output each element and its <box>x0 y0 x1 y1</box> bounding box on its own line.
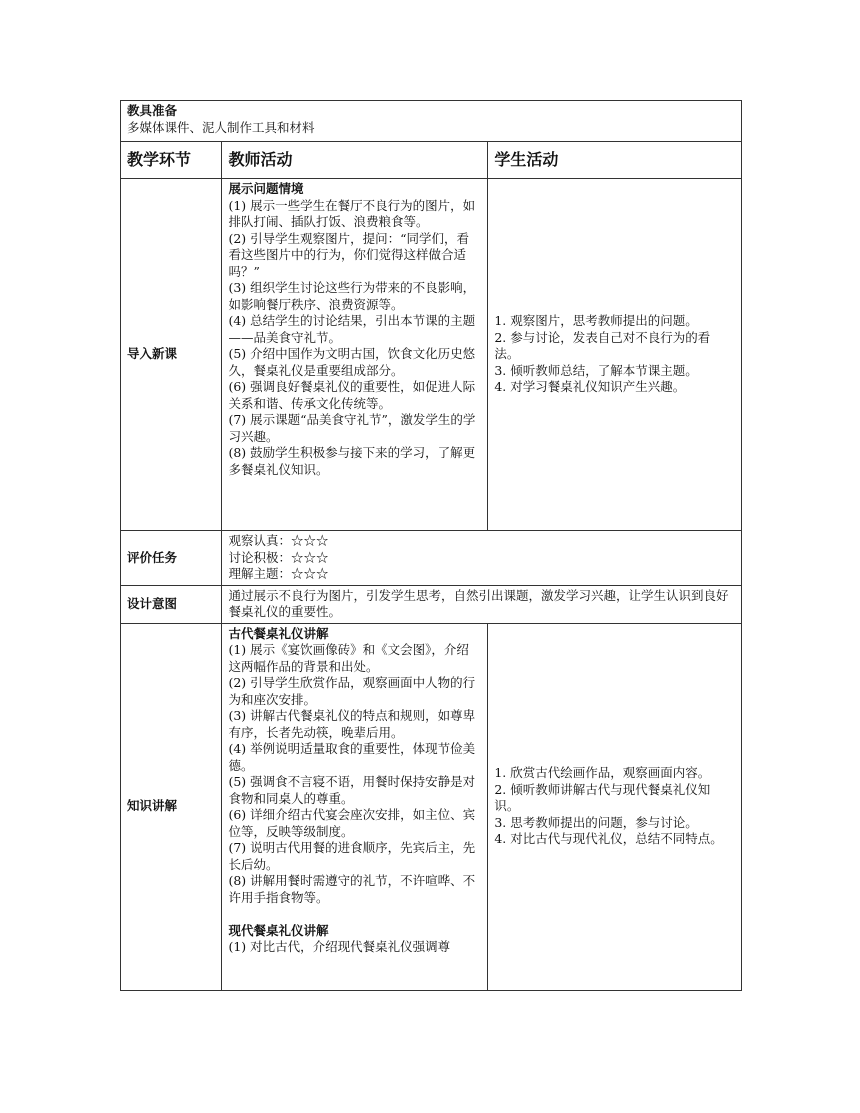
header-teacher-activity: 教师活动 <box>222 142 488 179</box>
teaching-aids-title: 教具准备 <box>127 103 178 118</box>
modern-title: 现代餐桌礼仪讲解 <box>228 922 329 938</box>
ancient-item: (7) 说明古代用餐的进食顺序，先宾后主，先长后幼。 <box>228 840 476 872</box>
teaching-aids-section <box>120 100 742 141</box>
knowledge-student-item: 2. 倾听教师讲解古代与现代餐桌礼仪知识。 <box>494 781 711 814</box>
ancient-item: (1) 展示《宴饮画像砖》和《文会图》，介绍这两幅作品的背景和出处。 <box>228 642 469 674</box>
lesson-table <box>120 141 742 991</box>
intro-teacher-item: (7) 展示课题“品美食守礼节”，激发学生的学习兴趣。 <box>228 412 476 444</box>
evaluation-item: 理解主题：☆☆☆ <box>228 566 329 581</box>
intro-student-item: 3. 倾听教师总结，了解本节课主题。 <box>494 362 698 378</box>
table-header-row <box>121 142 742 179</box>
intro-teacher-title: 展示问题情境 <box>228 181 304 196</box>
knowledge-row <box>121 623 742 990</box>
ancient-title: 古代餐桌礼仪讲解 <box>228 625 329 641</box>
knowledge-student-item: 1. 欣赏古代绘画作品，观察画面内容。 <box>494 765 711 781</box>
header-student-activity: 学生活动 <box>488 142 742 179</box>
intro-teacher-item: (2) 引导学生观察图片，提问：“同学们，看看这些图片中的行为，你们觉得这样做合适吗？” <box>228 230 470 279</box>
intro-teacher-item: (6) 强调良好餐桌礼仪的重要性，如促进人际关系和谐、传承文化传统等。 <box>228 379 476 411</box>
ancient-item: (3) 讲解古代餐桌礼仪的特点和规则，如尊卑有序，长者先动筷，晚辈后用。 <box>228 708 476 740</box>
intro-student-cell <box>488 179 742 531</box>
lesson-plan-document <box>120 100 742 991</box>
intro-teacher-cell <box>222 179 488 531</box>
intro-student-item: 2. 参与讨论，发表自己对不良行为的看法。 <box>494 329 711 362</box>
knowledge-student-cell <box>488 623 742 990</box>
design-label: 设计意图 <box>121 585 222 623</box>
evaluation-cell <box>222 531 742 586</box>
header-stage: 教学环节 <box>121 142 222 179</box>
evaluation-label: 评价任务 <box>121 531 222 586</box>
evaluation-item: 讨论积极：☆☆☆ <box>228 549 329 565</box>
intro-student-item: 4. 对学习餐桌礼仪知识产生兴趣。 <box>494 379 686 395</box>
design-row <box>121 585 742 623</box>
evaluation-item: 观察认真：☆☆☆ <box>228 533 329 548</box>
knowledge-student-item: 3. 思考教师提出的问题，参与讨论。 <box>494 814 698 830</box>
intro-teacher-item: (5) 介绍中国作为文明古国，饮食文化历史悠久，餐桌礼仪是重要组成部分。 <box>228 346 476 378</box>
intro-student-item: 1. 观察图片，思考教师提出的问题。 <box>494 313 698 329</box>
intro-teacher-item: (1) 展示一些学生在餐厅不良行为的图片，如排队打闹、插队打饭、浪费粮食等。 <box>228 197 476 229</box>
intro-label: 导入新课 <box>121 179 222 531</box>
intro-teacher-item: (3) 组织学生讨论这些行为带来的不良影响，如影响餐厅秩序、浪费资源等。 <box>228 280 476 312</box>
knowledge-label: 知识讲解 <box>121 623 222 990</box>
intro-teacher-item: (8) 鼓励学生积极参与接下来的学习，了解更多餐桌礼仪知识。 <box>228 445 476 477</box>
modern-item: (1) 对比古代，介绍现代餐桌礼仪强调尊 <box>228 939 451 954</box>
ancient-item: (2) 引导学生欣赏作品，观察画面中人物的行为和座次安排。 <box>228 675 476 707</box>
ancient-item: (5) 强调食不言寝不语，用餐时保持安静是对食物和同桌人的尊重。 <box>228 774 476 806</box>
teaching-aids-content: 多媒体课件、泥人制作工具和材料 <box>127 119 315 135</box>
ancient-item: (4) 举例说明适量取食的重要性，体现节俭美德。 <box>228 741 476 773</box>
intro-teacher-item: (4) 总结学生的讨论结果，引出本节课的主题——品美食守礼节。 <box>228 313 476 345</box>
knowledge-student-item: 4. 对比古代与现代礼仪，总结不同特点。 <box>494 831 723 847</box>
evaluation-row <box>121 531 742 586</box>
intro-row <box>121 179 742 531</box>
design-cell: 通过展示不良行为图片，引发学生思考，自然引出课题，激发学习兴趣，让学生认识到良好餐桌礼仪的重要性。 <box>222 585 742 623</box>
ancient-item: (8) 讲解用餐时需遵守的礼节，不许喧哗、不许用手指食物等。 <box>228 873 476 905</box>
ancient-item: (6) 详细介绍古代宴会座次安排，如主位、宾位等，反映等级制度。 <box>228 807 476 839</box>
knowledge-teacher-cell <box>222 623 488 990</box>
